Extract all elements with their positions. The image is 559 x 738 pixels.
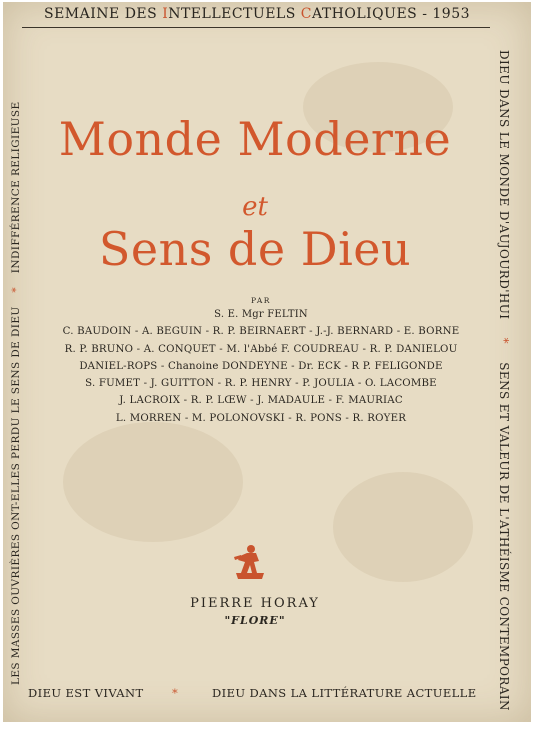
bottom-left-text: DIEU EST VIVANT	[28, 686, 144, 700]
banner-initial-red: I	[162, 6, 169, 22]
author-line: S. FUMET - J. GUITTON - R. P. HENRY - P. JOULIA - O. LACOMBE	[85, 378, 437, 390]
title-line-3: Sens de Dieu	[98, 222, 412, 276]
banner-initial: S	[43, 6, 55, 22]
publisher-logo-icon	[232, 543, 268, 585]
banner-rule	[22, 27, 490, 28]
author-line: J. LACROIX - R. P. LŒW - J. MADAULE - F. MAURIAC	[119, 395, 403, 407]
author-line: DANIEL-ROPS - Chanoine DONDEYNE - Dr. ECK - R P. FELIGONDE	[79, 360, 443, 372]
spine-right-part1: DIEU DANS LE MONDE D'AUJOURD'HUI	[497, 50, 511, 320]
author-line: C. BAUDOIN - A. BEGUIN - R. P. BEIRNAERT - J.-J. BERNARD - E. BORNE	[62, 326, 460, 338]
publisher-name: PIERRE HORAY	[190, 596, 320, 611]
series-banner	[22, 6, 492, 22]
spine-right-text	[497, 50, 511, 711]
star-ornament: *	[497, 337, 511, 345]
background-edge	[531, 0, 559, 738]
banner-text: ATHOLIQUES - 1953	[311, 6, 471, 22]
author-list	[30, 296, 492, 427]
banner-initial-red: C	[300, 6, 312, 22]
star-ornament: *	[10, 286, 22, 293]
paper-stain	[333, 472, 473, 582]
banner-text: EMAINE DES	[54, 6, 163, 22]
author-line: R. P. BRUNO - A. CONQUET - M. l'Abbé F. COUDREAU - R. P. DANIELOU	[64, 343, 458, 355]
author-line: L. MORREN - M. POLONOVSKI - R. PONS - R. ROYER	[115, 412, 407, 424]
by-label: PAR	[251, 296, 271, 305]
collection-name: "FLORE"	[224, 614, 286, 627]
spine-left-text	[10, 35, 22, 685]
bottom-right-text: DIEU DANS LA LITTÉRATURE ACTUELLE	[212, 686, 477, 700]
spine-left-part1: LES MASSES OUVRIÈRES ONT-ELLES PERDU LE SENS DE DIEU	[10, 306, 22, 685]
spine-right-part2: SENS ET VALEUR DE L'ATHÉISME CONTEMPORAIN	[497, 362, 511, 711]
banner-text: NTELLECTUELS	[168, 6, 301, 22]
star-ornament: *	[172, 686, 179, 700]
author-line: S. E. Mgr FELTIN	[214, 309, 308, 320]
title-line-1: Monde Moderne	[58, 112, 452, 166]
paper-stain	[63, 422, 243, 542]
title-line-2: et	[242, 192, 268, 222]
spine-left-part2: INDIFFÉRENCE RELIGIEUSE	[10, 101, 22, 274]
